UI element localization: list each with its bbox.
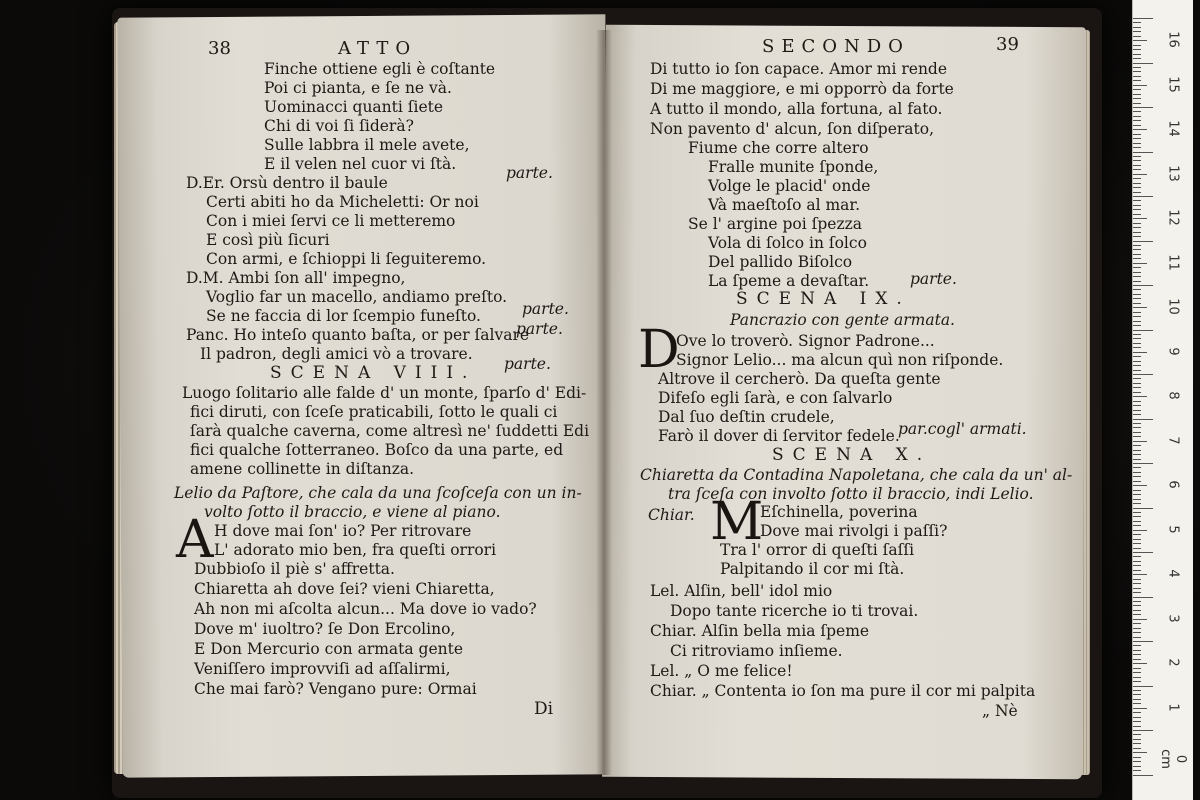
ruler-tick — [1133, 690, 1141, 691]
ruler-tick — [1133, 499, 1141, 500]
stage-direction: parte. — [506, 164, 553, 182]
ruler-tick — [1133, 276, 1141, 277]
text-line: Se ne faccia di lor ſcempio funeſto. — [206, 307, 481, 325]
drop-cap-a: A — [176, 510, 214, 570]
ruler-label: 0 cm — [1158, 749, 1188, 769]
text-line: Lelio da Paſtore, che cala da una ſcoſceſa con un in- — [174, 484, 582, 502]
ruler-tick — [1133, 552, 1153, 553]
text-line: Luogo ſolitario alle falde d' un monte, ſparſo d' Edi- — [182, 384, 587, 402]
ruler-label: 16 — [1165, 31, 1181, 48]
text-line: fici diruti, con ſceſe praticabili, ſotto le quali ci — [190, 403, 558, 421]
ruler-label: 11 — [1165, 253, 1181, 271]
ruler-tick — [1133, 36, 1141, 37]
ruler-tick — [1133, 49, 1141, 50]
text-line: Và maeſtoſo al mar. — [708, 196, 861, 214]
text-line: Chiar. „ Contenta io ſon ma pure il cor mi palpita — [650, 682, 1036, 700]
ruler-label: 12 — [1165, 209, 1181, 226]
ruler-tick — [1133, 187, 1141, 188]
ruler-label: 3 — [1165, 613, 1181, 623]
ruler-tick — [1133, 494, 1141, 495]
left-running-head: ATTO — [338, 38, 418, 59]
ruler-tick — [1133, 89, 1141, 90]
text-line: Altrove il cercherò. Da queſta gente — [658, 370, 941, 388]
ruler-label: 4 — [1165, 569, 1181, 578]
ruler-tick — [1133, 454, 1141, 455]
text-line: Il padron, degli amici vò a trovare. — [200, 345, 473, 363]
right-running-head: SECONDO — [762, 36, 910, 57]
stage-direction: parte. — [504, 355, 551, 373]
text-line: Ove lo troverò. Signor Padrone... — [676, 332, 935, 350]
ruler-tick — [1133, 739, 1141, 740]
ruler-tick — [1133, 31, 1141, 32]
ruler-tick — [1133, 383, 1141, 384]
ruler-tick — [1133, 196, 1153, 197]
ruler-tick — [1133, 476, 1141, 477]
text-line: Con i miei ſervi ce li metteremo — [206, 212, 456, 230]
ruler-tick — [1133, 757, 1141, 758]
ruler-tick — [1133, 27, 1141, 28]
text-line: Lel. „ O me felice! — [650, 662, 793, 680]
ruler-tick — [1133, 548, 1141, 549]
ruler-tick — [1133, 637, 1141, 638]
ruler-tick — [1133, 605, 1141, 606]
text-line: Lel. Alſin, bell' idol mio — [650, 582, 833, 600]
ruler-tick — [1133, 218, 1147, 219]
ruler-label: 13 — [1165, 164, 1181, 182]
ruler-tick — [1133, 525, 1141, 526]
ruler-tick — [1133, 588, 1141, 589]
ruler-tick — [1133, 432, 1141, 433]
ruler-tick — [1133, 169, 1141, 170]
text-line: Di me maggiore, e mi opporrò da forte — [650, 80, 954, 98]
ruler-tick — [1133, 249, 1141, 250]
ruler-tick — [1133, 120, 1141, 121]
ruler-tick — [1133, 485, 1147, 486]
ruler-tick — [1133, 67, 1141, 68]
ruler-tick — [1133, 289, 1141, 290]
ruler-tick — [1133, 601, 1141, 602]
text-line: Dove mai rivolgi i paſſi? — [760, 522, 948, 540]
text-line: A tutto il mondo, alla fortuna, al fato. — [650, 100, 943, 118]
ruler-tick — [1133, 307, 1147, 308]
ruler-tick — [1133, 174, 1147, 175]
text-line: D.M. Ambi ſon all' impegno, — [186, 269, 406, 287]
measurement-ruler — [1132, 0, 1193, 800]
text-line: Dal ſuo deſtin crudele, — [658, 408, 835, 426]
text-line: Chi di voi ſi ſiderà? — [264, 117, 414, 135]
ruler-tick — [1133, 361, 1141, 362]
text-line: Finche ottiene egli è coſtante — [264, 60, 496, 78]
ruler-tick — [1133, 330, 1153, 331]
ruler-tick — [1133, 138, 1141, 139]
scene-heading-ix: SCENA IX. — [736, 289, 911, 309]
ruler-tick — [1133, 183, 1141, 184]
ruler-tick — [1133, 677, 1141, 678]
ruler-tick — [1133, 272, 1141, 273]
ruler-label: 10 — [1165, 298, 1181, 315]
ruler-tick — [1133, 40, 1147, 41]
ruler-tick — [1133, 143, 1141, 144]
ruler-tick — [1133, 512, 1141, 513]
ruler-tick — [1133, 134, 1141, 135]
ruler-tick — [1133, 160, 1141, 161]
left-page-number: 38 — [208, 38, 231, 59]
ruler-tick — [1133, 147, 1141, 148]
text-line: volto ſotto il braccio, e viene al piano. — [204, 503, 501, 521]
text-line: Uominacci quanti ſiete — [264, 98, 444, 116]
ruler-tick — [1133, 654, 1141, 655]
stage-direction: par.cogl' armati. — [898, 420, 1027, 438]
ruler-tick — [1133, 85, 1147, 86]
ruler-tick — [1133, 223, 1141, 224]
text-line: fici qualche ſotterraneo. Boſco da una parte, ed — [190, 441, 564, 459]
ruler-tick — [1133, 392, 1141, 393]
text-line: Veniſſero improvviſi ad aſſalirmi, — [194, 660, 451, 678]
ruler-tick — [1133, 414, 1141, 415]
ruler-tick — [1133, 530, 1147, 531]
ruler-tick — [1133, 508, 1153, 509]
ruler-tick — [1133, 726, 1141, 727]
left-catchword: Di — [534, 699, 554, 719]
text-line: L' adorato mio ben, fra queſti orrori — [214, 541, 497, 559]
ruler-tick — [1133, 396, 1147, 397]
text-line: Chiaretta da Contadina Napoletana, che cala da un' al- — [640, 466, 1073, 484]
ruler-tick — [1133, 129, 1147, 130]
ruler-tick — [1133, 614, 1141, 615]
ruler-tick — [1133, 405, 1141, 406]
ruler-tick — [1133, 58, 1141, 59]
text-line: Ci ritroviamo inſieme. — [670, 642, 843, 660]
text-line: Signor Lelio... ma alcun quì non riſponde. — [676, 351, 1004, 369]
ruler-tick — [1133, 419, 1153, 420]
ruler-tick — [1133, 76, 1141, 77]
ruler-tick — [1133, 570, 1141, 571]
text-line: Poi ci pianta, e ſe ne và. — [264, 79, 452, 97]
book-gutter — [596, 30, 612, 775]
text-line: ſarà qualche caverna, come altresì ne' ſuddetti Edi — [190, 422, 590, 440]
ruler-tick — [1133, 401, 1141, 402]
ruler-tick — [1133, 192, 1141, 193]
ruler-tick — [1133, 303, 1141, 304]
text-line: Sulle labbra il mele avete, — [264, 136, 470, 154]
ruler-tick — [1133, 775, 1153, 776]
ruler-tick — [1133, 338, 1141, 339]
ruler-label: 1 — [1165, 702, 1181, 712]
text-line: Dopo tante ricerche io ti trovai. — [670, 602, 919, 620]
ruler-tick — [1133, 650, 1141, 651]
ruler-label: 2 — [1165, 658, 1181, 667]
ruler-label: 15 — [1165, 75, 1181, 93]
ruler-tick — [1133, 258, 1141, 259]
ruler-tick — [1133, 316, 1141, 317]
ruler-tick — [1133, 63, 1153, 64]
ruler-tick — [1133, 681, 1141, 682]
text-line: Certi abiti ho da Micheletti: Or noi — [206, 193, 479, 211]
ruler-tick — [1133, 579, 1141, 580]
ruler-tick — [1133, 490, 1141, 491]
ruler-tick — [1133, 45, 1141, 46]
ruler-tick — [1133, 623, 1141, 624]
ruler-tick — [1133, 766, 1141, 767]
ruler-tick — [1133, 534, 1141, 535]
ruler-tick — [1133, 156, 1141, 157]
ruler-tick — [1133, 503, 1141, 504]
text-line: E così più ſicuri — [206, 231, 330, 249]
text-line: Palpitando il cor mi ſtà. — [720, 560, 905, 578]
text-line: Chiar. — [648, 506, 695, 524]
ruler-tick — [1133, 663, 1147, 664]
ruler-label: 8 — [1165, 391, 1181, 400]
ruler-tick — [1133, 556, 1141, 557]
ruler-tick — [1133, 743, 1141, 744]
ruler-tick — [1133, 152, 1153, 153]
ruler-tick — [1133, 752, 1147, 753]
text-line: Chiar. Alſin bella mia ſpeme — [650, 622, 870, 640]
ruler-tick — [1133, 410, 1141, 411]
ruler-tick — [1133, 267, 1141, 268]
ruler-tick — [1133, 54, 1141, 55]
ruler-tick — [1133, 610, 1141, 611]
text-line: Non pavento d' alcun, ſon diſperato, — [650, 120, 935, 138]
text-line: D.Er. Orsù dentro il baule — [186, 174, 388, 192]
drop-cap-m: M — [710, 492, 764, 552]
ruler-tick — [1133, 694, 1141, 695]
text-line: Del pallido Biſolco — [708, 253, 853, 271]
ruler-tick — [1133, 352, 1147, 353]
ruler-tick — [1133, 708, 1147, 709]
ruler-label: 14 — [1165, 120, 1181, 137]
text-line: Difeſo egli ſarà, e con ſalvarlo — [658, 389, 893, 407]
ruler-tick — [1133, 748, 1141, 749]
ruler-tick — [1133, 298, 1141, 299]
ruler-tick — [1133, 343, 1141, 344]
ruler-tick — [1133, 285, 1153, 286]
ruler-tick — [1133, 94, 1141, 95]
ruler-tick — [1133, 98, 1141, 99]
text-line: amene collinette in diſtanza. — [190, 460, 415, 478]
ruler-tick — [1133, 200, 1141, 201]
ruler-tick — [1133, 659, 1141, 660]
ruler-tick — [1133, 543, 1141, 544]
ruler-tick — [1133, 356, 1141, 357]
right-catchword: „ Nè — [982, 702, 1018, 720]
ruler-tick — [1133, 321, 1141, 322]
ruler-tick — [1133, 632, 1141, 633]
ruler-tick — [1133, 645, 1141, 646]
ruler-tick — [1133, 71, 1141, 72]
drop-cap-d: D — [638, 320, 680, 380]
ruler-tick — [1133, 254, 1141, 255]
ruler-tick — [1133, 730, 1153, 731]
ruler-tick — [1133, 472, 1141, 473]
text-line: Chiaretta ah dove ſei? vieni Chiaretta, — [194, 580, 495, 598]
text-line: Dove m' iuoltro? ſe Don Ercolino, — [194, 620, 456, 638]
ruler-tick — [1133, 209, 1141, 210]
ruler-tick — [1133, 232, 1141, 233]
ruler-tick — [1133, 641, 1153, 642]
ruler-tick — [1133, 116, 1141, 117]
ruler-tick — [1133, 628, 1141, 629]
ruler-label: 6 — [1165, 480, 1181, 489]
ruler-tick — [1133, 592, 1141, 593]
ruler-tick — [1133, 347, 1141, 348]
text-line: Voglio far un macello, andiamo preſto. — [206, 288, 508, 306]
ruler-tick — [1133, 214, 1141, 215]
text-line: tra ſceſa con involto ſotto il braccio, indi Lelio. — [668, 485, 1034, 503]
text-line: La ſpeme a devaſtar. — [708, 272, 870, 290]
ruler-tick — [1133, 387, 1141, 388]
ruler-tick — [1133, 107, 1153, 108]
ruler-tick — [1133, 294, 1141, 295]
ruler-tick — [1133, 227, 1141, 228]
ruler-tick — [1133, 703, 1141, 704]
ruler-tick — [1133, 583, 1141, 584]
stage-direction: parte. — [910, 270, 957, 288]
ruler-tick — [1133, 734, 1141, 735]
ruler-tick — [1133, 334, 1141, 335]
text-line: Pancrazio con gente armata. — [730, 311, 955, 329]
ruler-tick — [1133, 721, 1141, 722]
ruler-label: 5 — [1165, 524, 1181, 534]
ruler-tick — [1133, 761, 1141, 762]
text-line: H dove mai ſon' io? Per ritrovare — [214, 522, 472, 540]
text-line: Farò il dover di ſervitor fedele. — [658, 427, 900, 445]
text-line: Tra l' orror di queſti ſaſſi — [720, 541, 915, 559]
text-line: Eſchinella, poverina — [760, 503, 918, 521]
ruler-tick — [1133, 561, 1141, 562]
ruler-tick — [1133, 436, 1141, 437]
ruler-tick — [1133, 565, 1141, 566]
ruler-tick — [1133, 699, 1141, 700]
ruler-tick — [1133, 717, 1141, 718]
ruler-label: 7 — [1165, 435, 1181, 445]
text-line: Fiume che corre altero — [688, 139, 869, 157]
ruler-tick — [1133, 668, 1141, 669]
ruler-tick — [1133, 539, 1141, 540]
ruler-tick — [1133, 370, 1141, 371]
text-line: E il velen nel cuor vi ſtà. — [264, 155, 457, 173]
right-page-number: 39 — [996, 34, 1019, 55]
ruler-tick — [1133, 281, 1141, 282]
ruler-tick — [1133, 312, 1141, 313]
text-line: Se l' argine poi ſpezza — [688, 215, 863, 233]
text-line: Panc. Ho inteſo quanto baſta, or per ſalvare — [186, 326, 530, 344]
text-line: E Don Mercurio con armata gente — [194, 640, 464, 658]
ruler-tick — [1133, 574, 1147, 575]
ruler-tick — [1133, 686, 1153, 687]
stage-direction: parte. — [516, 320, 563, 338]
ruler-tick — [1133, 423, 1141, 424]
ruler-tick — [1133, 441, 1147, 442]
ruler-tick — [1133, 427, 1141, 428]
ruler-tick — [1133, 459, 1141, 460]
ruler-tick — [1133, 80, 1141, 81]
ruler-tick — [1133, 619, 1147, 620]
ruler-tick — [1133, 325, 1141, 326]
ruler-tick — [1133, 245, 1141, 246]
ruler-tick — [1133, 263, 1147, 264]
text-line: Ah non mi aſcolta alcun... Ma dove io vado? — [194, 600, 537, 618]
ruler-tick — [1133, 378, 1141, 379]
ruler-tick — [1133, 445, 1141, 446]
ruler-tick — [1133, 374, 1153, 375]
ruler-tick — [1133, 450, 1141, 451]
text-line: Che mai farò? Vengano pure: Ormai — [194, 680, 477, 698]
ruler-tick — [1133, 125, 1141, 126]
ruler-tick — [1133, 365, 1141, 366]
ruler-tick — [1133, 236, 1141, 237]
ruler-tick — [1133, 521, 1141, 522]
ruler-tick — [1133, 597, 1153, 598]
scene-heading-x: SCENA X. — [772, 445, 932, 465]
ruler-tick — [1133, 672, 1141, 673]
ruler-tick — [1133, 463, 1153, 464]
text-line: Volge le placid' onde — [708, 177, 871, 195]
ruler-tick — [1133, 111, 1141, 112]
ruler-tick — [1133, 467, 1141, 468]
ruler-tick — [1133, 770, 1141, 771]
stage-direction: parte. — [522, 300, 569, 318]
ruler-tick — [1133, 178, 1141, 179]
ruler-tick — [1133, 516, 1141, 517]
scene-heading-viii: SCENA VIII. — [270, 363, 477, 383]
ruler-tick — [1133, 22, 1141, 23]
text-line: Fralle munite ſponde, — [708, 158, 879, 176]
text-line: Vola di ſolco in ſolco — [708, 234, 867, 252]
ruler-tick — [1133, 481, 1141, 482]
ruler-tick — [1133, 165, 1141, 166]
ruler-tick — [1133, 103, 1141, 104]
ruler-tick — [1133, 712, 1141, 713]
ruler-tick — [1133, 18, 1153, 19]
text-line: Dubbioſo il piè s' affretta. — [194, 560, 395, 578]
text-line: Di tutto io ſon capace. Amor mi rende — [650, 60, 948, 78]
ruler-label: 9 — [1165, 346, 1181, 356]
ruler-tick — [1133, 205, 1141, 206]
ruler-tick — [1133, 241, 1153, 242]
text-line: Con armi, e ſchioppi li ſeguiteremo. — [206, 250, 487, 268]
